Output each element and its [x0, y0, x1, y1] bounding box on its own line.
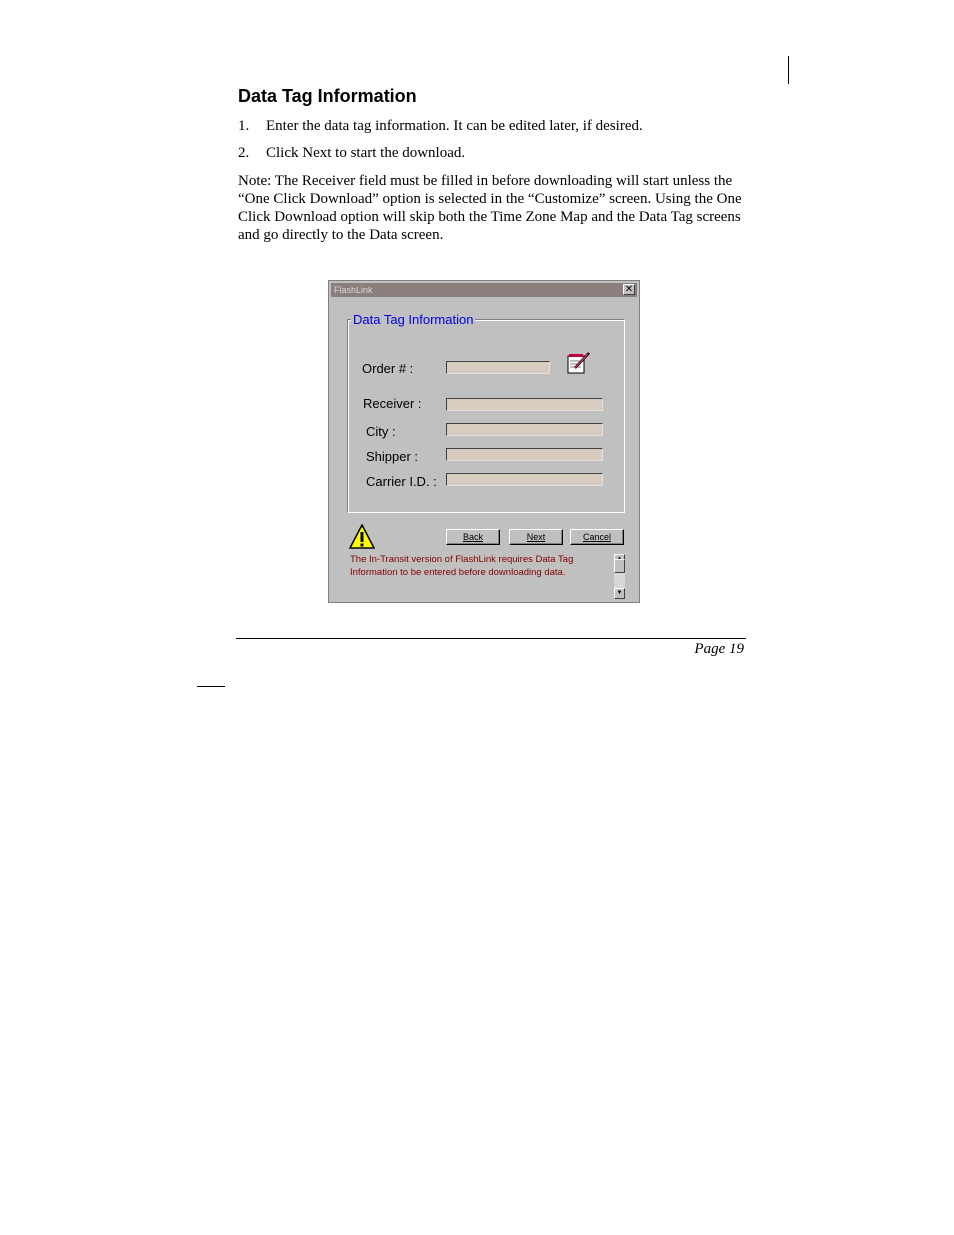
receiver-input[interactable] — [446, 398, 603, 411]
notepad-pencil-icon[interactable] — [566, 351, 592, 375]
shipper-input[interactable] — [446, 448, 603, 461]
order-label: Order # : — [362, 361, 414, 376]
margin-rule — [197, 686, 225, 687]
receiver-label: Receiver : — [363, 396, 422, 411]
step-number: 1. — [238, 118, 250, 134]
in-transit-message: The In-Transit version of FlashLink requires Data Tag Information to be entered before downloading data. — [350, 554, 574, 578]
note-paragraph: Note: The Receiver field must be filled in before downloading will start unless the “One Click Download” option is selected in the “Customize” screen. Using the One Click Download option will skip both the Time Zone Map and the Data Tag screens and go directly to the Data screen. — [238, 173, 742, 243]
step-2 — [238, 144, 465, 162]
step-text: Click Next to start the download. — [266, 145, 466, 161]
carrier-input[interactable] — [446, 473, 603, 486]
dialog-titlebar — [331, 283, 637, 297]
section-heading: Data Tag Information — [238, 86, 417, 106]
city-label: City : — [366, 424, 396, 439]
flashlink-dialog — [328, 280, 640, 603]
change-bar — [788, 56, 789, 84]
down-arrow-icon: ▼ — [616, 590, 623, 596]
step-number: 2. — [238, 145, 250, 161]
footer-rule — [236, 638, 746, 639]
scroll-thumb[interactable] — [614, 559, 625, 573]
page-number: Page 19 — [694, 641, 744, 657]
step-text: Enter the data tag information. It can be edited later, if desired. — [266, 118, 643, 134]
order-input[interactable] — [446, 361, 550, 374]
message-scrollbar[interactable] — [614, 554, 625, 599]
city-input[interactable] — [446, 423, 603, 436]
group-title: Data Tag Information — [353, 312, 474, 327]
next-button[interactable]: Next — [509, 529, 563, 545]
close-button[interactable]: ✕ — [624, 284, 634, 295]
shipper-label: Shipper : — [366, 449, 419, 464]
cancel-button[interactable]: Cancel — [570, 529, 624, 545]
dialog-title: FlashLink — [334, 285, 373, 295]
warning-icon — [349, 524, 375, 550]
carrier-label: Carrier I.D. : — [366, 474, 437, 489]
step-1 — [238, 117, 643, 135]
scroll-down-button[interactable] — [614, 588, 625, 599]
back-button[interactable]: Back — [446, 529, 500, 545]
